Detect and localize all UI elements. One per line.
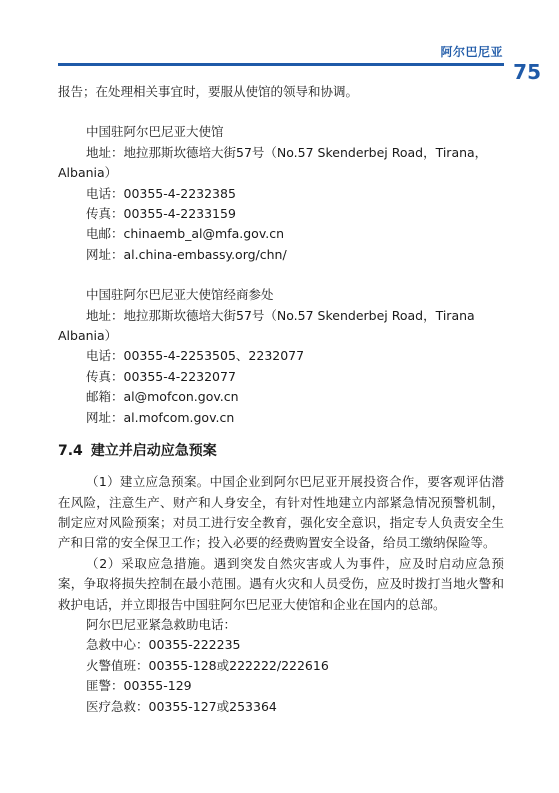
commercial-office-phone: 电话：00355-4-2253505、2232077 xyxy=(86,348,305,364)
embassy-address-cont: Albania） xyxy=(58,165,118,181)
section-heading xyxy=(58,440,504,462)
section-title: 建立并启动应急预案 xyxy=(90,443,217,460)
embassy-email: 电邮：chinaemb_al@mfa.gov.cn xyxy=(86,226,285,242)
commercial-office-email: 邮箱：al@mofcon.gov.cn xyxy=(86,389,239,405)
emergency-medical: 医疗急救：00355-127或253364 xyxy=(86,698,277,714)
header-country-name: 阿尔巴尼亚 xyxy=(440,45,503,59)
emergency-fire: 火警值班：00355-128或222222/222616 xyxy=(86,657,329,673)
paragraph-text: 中国企业到阿尔巴尼亚开展投资合作，要客观评估潜在风险，注意生产、财产和人身安全，有针对性地建立内部紧急情况预警机制，制定应对风险预案；对员工进行安全教育，强化安全意识，指定专人负责安全生产和日常的安全保卫工作；投入必要的经费购置安全设备，给员工缴纳保险等。 xyxy=(58,474,504,551)
embassy-block xyxy=(58,122,504,265)
page-content xyxy=(58,82,504,717)
commercial-office-address: 地址：地拉那斯坎德培大街57号（No.57 Skenderbej Road，Tirana xyxy=(86,307,475,323)
emergency-contacts xyxy=(58,615,504,717)
commercial-office-name: 中国驻阿尔巴尼亚大使馆经商参处 xyxy=(86,287,274,303)
embassy-address: 地址：地拉那斯坎德培大街57号（No.57 Skenderbej Road，Tirana， xyxy=(86,144,488,160)
embassy-name: 中国驻阿尔巴尼亚大使馆 xyxy=(86,124,224,140)
paragraph-lead: （1）建立应急预案。 xyxy=(86,474,210,490)
embassy-fax: 传真：00355-4-2233159 xyxy=(86,206,236,222)
spacer xyxy=(58,265,504,285)
intro-line: 报告；在处理相关事宜时，要服从使馆的领导和协调。 xyxy=(58,84,359,99)
commercial-office-block xyxy=(58,285,504,428)
header-divider xyxy=(58,63,504,66)
embassy-website: 网址：al.china-embassy.org/chn/ xyxy=(86,246,287,262)
paragraph-emergency-plan xyxy=(58,472,504,554)
emergency-title: 阿尔巴尼亚紧急救助电话： xyxy=(86,616,237,632)
paragraph-emergency-measures xyxy=(58,554,504,615)
paragraph-text: 遇到突发自然灾害或人为事件，应及时启动应急预案，争取将损失控制在最小范围。遇有火灾和人员受伤，应及时拨打当地火警和救护电话，并立即报告中国驻阿尔巴尼亚大使馆和企业在国内的总部。 xyxy=(58,555,504,612)
section-number: 7.4 xyxy=(58,443,83,460)
paragraph-lead: （2）采取应急措施。 xyxy=(86,555,214,571)
emergency-police: 匪警：00355-129 xyxy=(86,678,192,694)
commercial-office-website: 网址：al.mofcom.gov.cn xyxy=(86,409,235,425)
page-number: 75 xyxy=(513,60,541,84)
commercial-office-address-cont: Albania） xyxy=(58,328,118,344)
embassy-phone: 电话：00355-4-2232385 xyxy=(86,185,236,201)
emergency-rescue-center: 急救中心：00355-222235 xyxy=(86,637,241,653)
spacer xyxy=(58,102,504,122)
commercial-office-fax: 传真：00355-4-2232077 xyxy=(86,368,236,384)
